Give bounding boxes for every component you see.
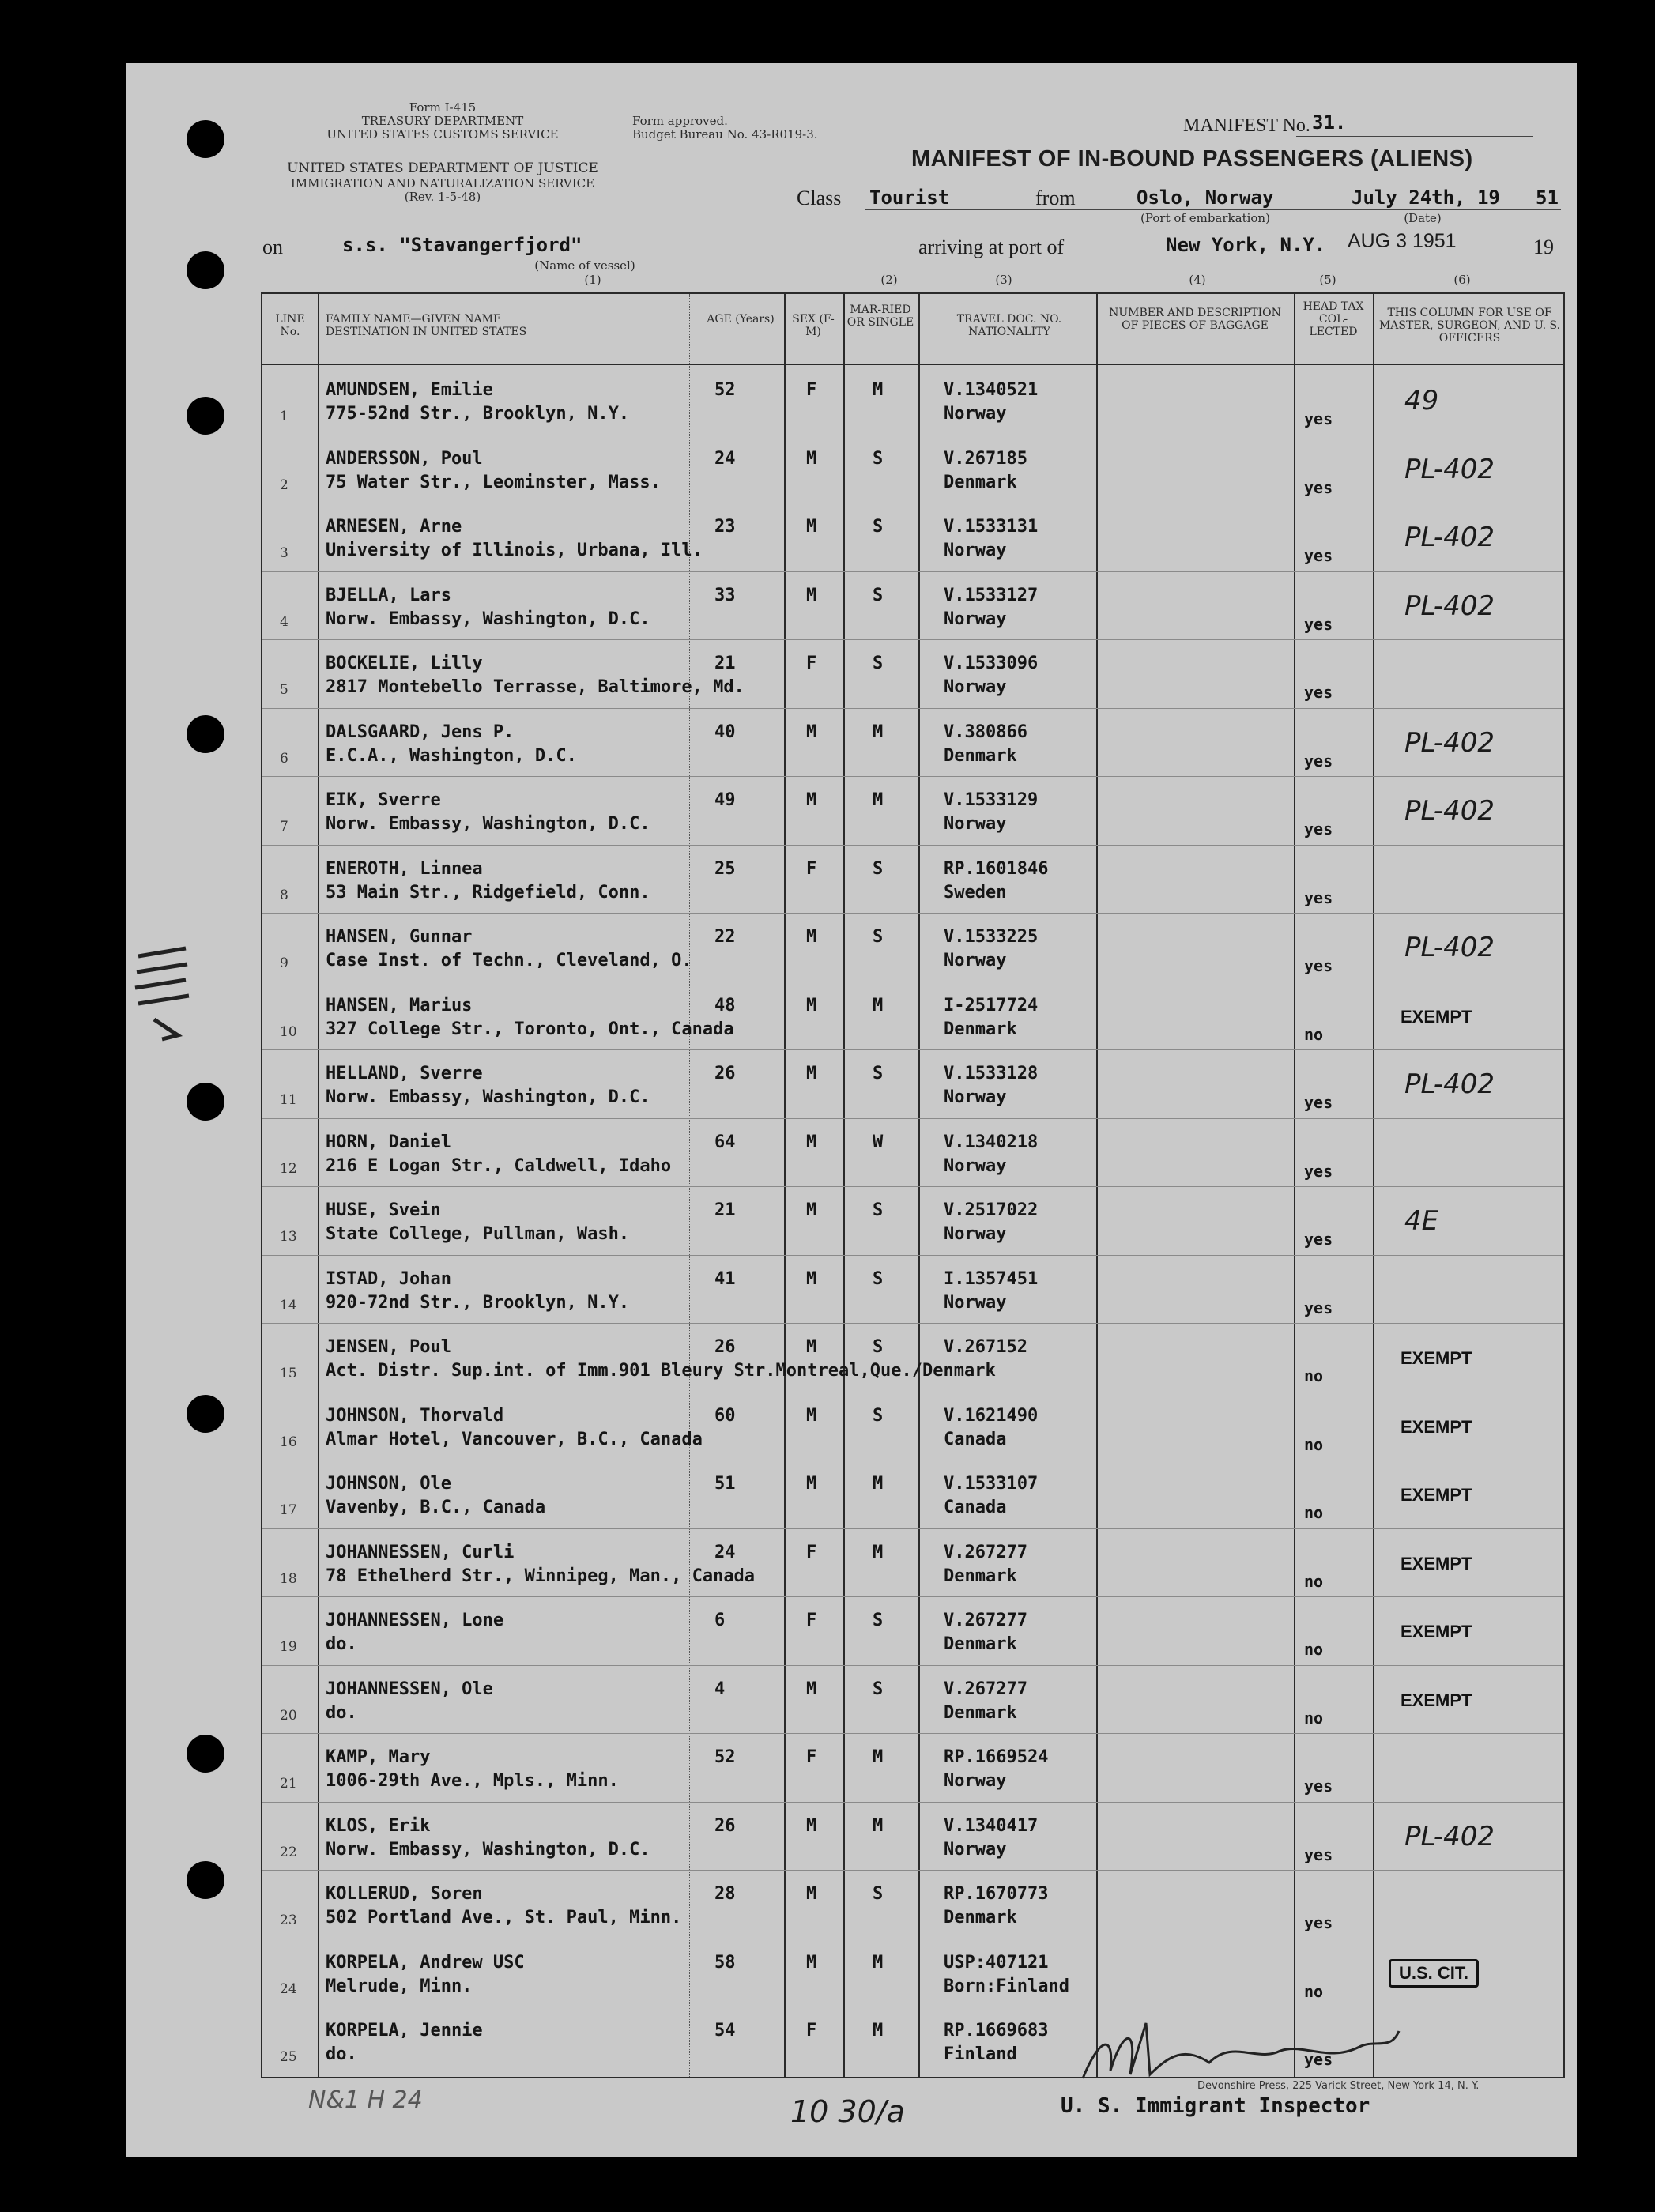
passenger-name: EIK, Sverre <box>326 790 441 810</box>
age: 22 <box>714 927 736 947</box>
binder-hole <box>187 1083 224 1121</box>
age: 28 <box>714 1884 736 1904</box>
age: 26 <box>714 1064 736 1083</box>
sex: M <box>806 1474 817 1494</box>
nationality: Norway <box>944 1224 1007 1244</box>
budget-bureau: Budget Bureau No. 43-R019-3. <box>632 127 818 141</box>
marital-status: M <box>873 1542 884 1562</box>
nationality: Born:Finland <box>944 1976 1069 1996</box>
col-name: FAMILY NAME—GIVEN NAME DESTINATION IN UNITED STATES <box>326 313 527 338</box>
exempt-stamp: EXEMPT <box>1401 1622 1472 1641</box>
destination: Melrude, Minn. <box>326 1976 473 1996</box>
officer-note: PL-402 <box>1404 795 1495 827</box>
col-married: MAR-RIED OR SINGLE <box>846 303 914 329</box>
binder-hole <box>187 120 224 158</box>
binder-hole <box>187 1735 224 1773</box>
travel-doc: V.1533131 <box>944 517 1039 537</box>
line-number: 4 <box>280 613 288 630</box>
travel-doc: V.1533107 <box>944 1474 1039 1494</box>
marital-status: M <box>873 1952 884 1973</box>
line-number: 9 <box>280 955 288 971</box>
binder-hole <box>187 397 224 435</box>
destination: University of Illinois, Urbana, Ill. <box>326 541 703 560</box>
head-tax: yes <box>1304 1161 1333 1181</box>
travel-doc: I-2517724 <box>944 995 1039 1016</box>
line-number: 8 <box>280 887 288 903</box>
marital-status: M <box>873 790 884 810</box>
head-tax: yes <box>1304 1845 1333 1864</box>
colnum-4: (4) <box>1189 273 1206 287</box>
officer-note: PL-402 <box>1404 590 1495 622</box>
marital-status: S <box>873 1268 884 1289</box>
age: 25 <box>714 858 736 879</box>
travel-doc: RP.1669524 <box>944 1747 1049 1767</box>
passenger-name: KAMP, Mary <box>326 1747 431 1767</box>
passenger-name: KOLLERUD, Soren <box>326 1884 483 1904</box>
head-tax: no <box>1304 1503 1324 1522</box>
age: 23 <box>714 517 736 537</box>
passenger-name: ENEROTH, Linnea <box>326 858 483 879</box>
head-tax: yes <box>1304 546 1333 565</box>
head-tax: no <box>1304 1024 1324 1044</box>
travel-doc: RP.1669683 <box>944 2021 1049 2041</box>
sex: M <box>806 722 817 742</box>
sex: M <box>806 448 817 469</box>
manifest-label: MANIFEST No. <box>1183 115 1310 136</box>
sex: F <box>806 858 817 879</box>
marital-status: M <box>873 1747 884 1767</box>
marital-status: S <box>873 517 884 537</box>
treasury-dept: TREASURY DEPARTMENT <box>361 114 524 128</box>
nationality: Denmark <box>944 1908 1017 1927</box>
age: 6 <box>714 1611 726 1630</box>
line-number: 14 <box>280 1297 297 1313</box>
sex: M <box>806 1952 817 1973</box>
form-number: Form I-415 <box>409 100 477 115</box>
arrival-port: New York, N.Y. <box>1166 234 1326 256</box>
head-tax: no <box>1304 1434 1324 1454</box>
age: 21 <box>714 1200 736 1220</box>
line-number: 3 <box>280 545 288 561</box>
sex: M <box>806 1884 817 1904</box>
travel-doc: V.1621490 <box>944 1405 1039 1426</box>
passenger-name: BJELLA, Lars <box>326 585 451 605</box>
line-number: 20 <box>280 1707 297 1724</box>
col-headtax: HEAD TAX COL-LECTED <box>1303 300 1364 338</box>
col-sex: SEX (F-M) <box>792 313 835 338</box>
exempt-stamp: EXEMPT <box>1401 1348 1472 1368</box>
travel-doc: V.1533127 <box>944 585 1039 605</box>
officer-note: PL-402 <box>1404 453 1495 485</box>
arriving-label: arriving at port of <box>918 236 1065 258</box>
officer-note: PL-402 <box>1404 1820 1495 1852</box>
passenger-name: KORPELA, Andrew USC <box>326 1952 525 1973</box>
head-tax: yes <box>1304 1913 1333 1932</box>
nationality: Norway <box>944 814 1007 834</box>
vessel-name: s.s. "Stavangerfjord" <box>342 234 582 256</box>
margin-scribble <box>130 940 194 1043</box>
destination: 2817 Montebello Terrasse, Baltimore, Md. <box>326 677 745 697</box>
travel-doc: V.2517022 <box>944 1200 1039 1220</box>
nationality: Norway <box>944 541 1007 560</box>
passenger-name: ANDERSSON, Poul <box>326 448 483 469</box>
head-tax: no <box>1304 1640 1324 1659</box>
line-number: 24 <box>280 1980 297 1997</box>
printer-imprint: Devonshire Press, 225 Varick Street, New York 14, N. Y. <box>1197 2080 1480 2092</box>
marital-status: M <box>873 380 884 400</box>
marital-status: S <box>873 585 884 605</box>
travel-doc: V.1533129 <box>944 790 1039 810</box>
date-value: July 24th, 19 <box>1352 187 1500 209</box>
handwritten-note: N&1 H 24 <box>308 2086 423 2114</box>
binder-hole <box>187 1861 224 1899</box>
marital-status: S <box>873 1200 884 1220</box>
destination: Case Inst. of Techn., Cleveland, O. <box>326 951 692 970</box>
line-number: 15 <box>280 1366 297 1381</box>
age: 26 <box>714 1815 736 1836</box>
line-number: 6 <box>280 750 288 767</box>
age: 49 <box>714 790 736 810</box>
age: 54 <box>714 2021 736 2041</box>
nationality: Sweden <box>944 882 1007 903</box>
travel-doc: V.267277 <box>944 1542 1027 1562</box>
age: 58 <box>714 1952 736 1973</box>
age: 48 <box>714 995 736 1016</box>
travel-doc: V.267152 <box>944 1337 1027 1357</box>
destination: 53 Main Str., Ridgefield, Conn. <box>326 882 650 903</box>
nationality: Norway <box>944 1087 1007 1107</box>
sex: M <box>806 927 817 947</box>
line-number: 11 <box>280 1092 297 1108</box>
sex: M <box>806 1064 817 1083</box>
officer-note: 4E <box>1404 1205 1439 1237</box>
age: 52 <box>714 1747 736 1767</box>
passenger-name: JOHNSON, Ole <box>326 1474 451 1494</box>
destination: 327 College Str., Toronto, Ont., Canada <box>326 1019 734 1039</box>
customs-service: UNITED STATES CUSTOMS SERVICE <box>326 127 559 141</box>
line-number: 12 <box>280 1160 297 1177</box>
head-tax: yes <box>1304 956 1333 975</box>
col-age: AGE (Years) <box>707 313 775 326</box>
destination: 78 Ethelherd Str., Winnipeg, Man., Canada <box>326 1566 756 1586</box>
colnum-5: (5) <box>1319 273 1336 287</box>
travel-doc: V.1340417 <box>944 1815 1039 1836</box>
nationality: Canada <box>944 1429 1007 1449</box>
travel-doc: I.1357451 <box>944 1268 1039 1289</box>
marital-status: S <box>873 927 884 947</box>
age: 33 <box>714 585 736 605</box>
sex: M <box>806 1268 817 1289</box>
passenger-name: ARNESEN, Arne <box>326 517 462 537</box>
binder-hole <box>187 1395 224 1433</box>
sex: M <box>806 1815 817 1836</box>
class-value: Tourist <box>869 187 950 209</box>
marital-status: S <box>873 1679 884 1699</box>
destination: 1006-29th Ave., Mpls., Minn. <box>326 1771 619 1791</box>
arrival-year-suffix: 19 <box>1533 236 1554 258</box>
passenger-name: DALSGAARD, Jens P. <box>326 722 515 742</box>
destination: 920-72nd Str., Brooklyn, N.Y. <box>326 1292 630 1313</box>
travel-doc: V.1340218 <box>944 1132 1039 1152</box>
colnum-2: (2) <box>880 273 898 287</box>
head-tax: yes <box>1304 477 1333 497</box>
destination: Vavenby, B.C., Canada <box>326 1498 546 1517</box>
colnum-3: (3) <box>995 273 1012 287</box>
exempt-stamp: EXEMPT <box>1401 1553 1472 1573</box>
nationality: Norway <box>944 404 1007 424</box>
nationality: Norway <box>944 1155 1007 1176</box>
head-tax: yes <box>1304 1777 1333 1796</box>
age: 4 <box>714 1679 726 1699</box>
head-tax: yes <box>1304 683 1333 702</box>
nationality: Canada <box>944 1498 1007 1517</box>
marital-status: S <box>873 1611 884 1630</box>
travel-doc: V.1340521 <box>944 380 1039 400</box>
inspector-signature <box>1075 2007 1407 2094</box>
line-number: 2 <box>280 477 288 493</box>
travel-doc: V.267277 <box>944 1611 1027 1630</box>
destination: Norw. Embassy, Washington, D.C. <box>326 609 650 629</box>
sex: M <box>806 1679 817 1699</box>
passenger-name: ISTAD, Johan <box>326 1268 451 1289</box>
sex: F <box>806 1747 817 1767</box>
marital-status: M <box>873 722 884 742</box>
sex: F <box>806 654 817 673</box>
ins: IMMIGRATION AND NATURALIZATION SERVICE <box>290 176 595 190</box>
marital-status: M <box>873 995 884 1016</box>
marital-status: S <box>873 1405 884 1426</box>
nationality: Denmark <box>944 745 1017 766</box>
officer-note: PL-402 <box>1404 932 1495 963</box>
col-officers: THIS COLUMN FOR USE OF MASTER, SURGEON, AND U. S. OFFICERS <box>1378 307 1561 345</box>
nationality: Denmark <box>944 1019 1017 1039</box>
travel-doc: RP.1601846 <box>944 858 1049 879</box>
passenger-name: BOCKELIE, Lilly <box>326 654 483 673</box>
destination: 75 Water Str., Leominster, Mass. <box>326 472 661 492</box>
sex: M <box>806 1200 817 1220</box>
year-value: 51 <box>1536 187 1559 209</box>
travel-doc: V.1533096 <box>944 654 1039 673</box>
head-tax: yes <box>1304 1093 1333 1112</box>
marital-status: M <box>873 2021 884 2041</box>
nationality: Norway <box>944 1839 1007 1860</box>
nationality: Denmark <box>944 1634 1017 1654</box>
age: 21 <box>714 654 736 673</box>
officer-note: PL-402 <box>1404 726 1495 759</box>
passenger-name: HELLAND, Sverre <box>326 1064 483 1083</box>
travel-doc: V.267185 <box>944 448 1027 469</box>
exempt-stamp: EXEMPT <box>1401 1690 1472 1710</box>
nationality: Norway <box>944 951 1007 970</box>
from-value: Oslo, Norway <box>1137 187 1274 209</box>
destination: 775-52nd Str., Brooklyn, N.Y. <box>326 404 630 424</box>
date-label: (Date) <box>1404 211 1442 225</box>
travel-doc: V.1533225 <box>944 927 1039 947</box>
head-tax: no <box>1304 1981 1324 2001</box>
nationality: Norway <box>944 609 1007 629</box>
passenger-name: HANSEN, Marius <box>326 995 473 1016</box>
exempt-stamp: EXEMPT <box>1401 1006 1472 1027</box>
line-number: 25 <box>280 2049 297 2065</box>
marital-status: W <box>873 1132 884 1152</box>
col-baggage: NUMBER AND DESCRIPTION OF PIECES OF BAGGAGE <box>1109 307 1281 332</box>
marital-status: S <box>873 1337 884 1357</box>
destination: do. <box>326 1702 357 1723</box>
age: 60 <box>714 1405 736 1426</box>
head-tax: yes <box>1304 820 1333 838</box>
line-number: 21 <box>280 1776 297 1792</box>
passenger-name: AMUNDSEN, Emilie <box>326 380 493 400</box>
passenger-name: KLOS, Erik <box>326 1815 431 1836</box>
destination: do. <box>326 1634 357 1654</box>
head-tax: yes <box>1304 751 1333 771</box>
line-number: 13 <box>280 1229 297 1245</box>
sex: F <box>806 2021 817 2041</box>
marital-status: S <box>873 858 884 879</box>
passenger-name: JENSEN, Poul <box>326 1337 451 1357</box>
nationality: Norway <box>944 677 1007 697</box>
manifest-table <box>261 292 1565 2078</box>
sex: M <box>806 790 817 810</box>
page-title: MANIFEST OF IN-BOUND PASSENGERS (ALIENS) <box>911 146 1473 171</box>
nationality: Denmark <box>944 1566 1017 1586</box>
passenger-name: JOHNSON, Thorvald <box>326 1405 504 1426</box>
line-number: 22 <box>280 1844 297 1860</box>
sex: M <box>806 517 817 537</box>
head-tax: yes <box>1304 409 1333 428</box>
travel-doc: RP.1670773 <box>944 1884 1049 1904</box>
col-travel: TRAVEL DOC. NO. NATIONALITY <box>956 313 1062 338</box>
nationality: Norway <box>944 1771 1007 1791</box>
age: 41 <box>714 1268 736 1289</box>
handwritten-fraction: 10 30/a <box>790 2094 905 2129</box>
colnum-6: (6) <box>1453 273 1471 287</box>
manifest-number: 31. <box>1312 111 1347 134</box>
head-tax: yes <box>1304 1298 1333 1317</box>
officer-note: PL-402 <box>1404 1068 1495 1100</box>
passenger-name: HUSE, Svein <box>326 1200 441 1220</box>
line-number: 1 <box>280 409 288 424</box>
nationality: Denmark <box>944 1702 1017 1723</box>
sex: M <box>806 585 817 605</box>
passenger-name: KORPELA, Jennie <box>326 2021 483 2041</box>
head-tax: yes <box>1304 2050 1333 2069</box>
sex: M <box>806 1132 817 1152</box>
sex: M <box>806 1337 817 1357</box>
sex: F <box>806 380 817 400</box>
destination: E.C.A., Washington, D.C. <box>326 745 577 766</box>
age: 40 <box>714 722 736 742</box>
col-line: LINE No. <box>275 313 305 338</box>
destination: Norw. Embassy, Washington, D.C. <box>326 1087 650 1107</box>
line-number: 23 <box>280 1912 297 1928</box>
line-number: 17 <box>280 1502 297 1518</box>
age: 24 <box>714 1542 736 1562</box>
revision: (Rev. 1-5-48) <box>404 190 481 204</box>
nationality: Finland <box>944 2044 1017 2064</box>
travel-doc: V.380866 <box>944 722 1027 742</box>
age: 24 <box>714 448 736 469</box>
doj: UNITED STATES DEPARTMENT OF JUSTICE <box>287 160 598 176</box>
line-number: 19 <box>280 1639 297 1655</box>
line-number: 7 <box>280 819 288 835</box>
vessel-label: (Name of vessel) <box>534 258 635 273</box>
destination: 502 Portland Ave., St. Paul, Minn. <box>326 1908 682 1927</box>
officer-note: PL-402 <box>1404 522 1495 553</box>
destination: Act. Distr. Sup.int. of Imm.901 Bleury Str.Montreal,Que./Denmark <box>326 1361 996 1381</box>
destination: 216 E Logan Str., Caldwell, Idaho <box>326 1155 672 1176</box>
marital-status: S <box>873 654 884 673</box>
line-number: 18 <box>280 1570 297 1587</box>
inspector-label: U. S. Immigrant Inspector <box>1061 2094 1370 2118</box>
line-number: 5 <box>280 682 288 698</box>
passenger-name: JOHANNESSEN, Ole <box>326 1679 493 1699</box>
head-tax: no <box>1304 1366 1324 1385</box>
sex: F <box>806 1611 817 1630</box>
marital-status: S <box>873 448 884 469</box>
head-tax: yes <box>1304 614 1333 634</box>
nationality: Norway <box>944 1292 1007 1313</box>
marital-status: M <box>873 1815 884 1836</box>
marital-status: S <box>873 1064 884 1083</box>
from-label: from <box>1035 187 1076 209</box>
age: 26 <box>714 1337 736 1357</box>
travel-doc: V.1533128 <box>944 1064 1039 1083</box>
marital-status: M <box>873 1474 884 1494</box>
us-citizen-stamp: U.S. CIT. <box>1389 1959 1479 1988</box>
head-tax: yes <box>1304 1230 1333 1249</box>
age: 51 <box>714 1474 736 1494</box>
sex: M <box>806 1405 817 1426</box>
age: 52 <box>714 380 736 400</box>
binder-hole <box>187 715 224 753</box>
age: 64 <box>714 1132 736 1152</box>
passenger-name: JOHANNESSEN, Curli <box>326 1542 515 1562</box>
form-approved: Form approved. <box>632 114 728 128</box>
travel-doc: V.267277 <box>944 1679 1027 1699</box>
destination: Norw. Embassy, Washington, D.C. <box>326 1839 650 1860</box>
passenger-name: JOHANNESSEN, Lone <box>326 1611 504 1630</box>
exempt-stamp: EXEMPT <box>1401 1485 1472 1505</box>
destination: Norw. Embassy, Washington, D.C. <box>326 814 650 834</box>
destination: do. <box>326 2044 357 2064</box>
line-number: 16 <box>280 1434 297 1450</box>
on-label: on <box>262 236 283 258</box>
arrival-date-stamp: AUG 3 1951 <box>1348 230 1457 252</box>
sex: M <box>806 995 817 1016</box>
head-tax: yes <box>1304 887 1333 907</box>
head-tax: no <box>1304 1708 1324 1728</box>
travel-doc: USP:407121 <box>944 1952 1049 1973</box>
passenger-name: HORN, Daniel <box>326 1132 451 1152</box>
line-number: 10 <box>280 1023 297 1040</box>
exempt-stamp: EXEMPT <box>1401 1416 1472 1437</box>
marital-status: S <box>873 1884 884 1904</box>
binder-hole <box>187 251 224 289</box>
officer-note: 49 <box>1404 385 1439 416</box>
sex: F <box>806 1542 817 1562</box>
port-embarkation-label: (Port of embarkation) <box>1140 211 1270 225</box>
class-label: Class <box>797 187 842 209</box>
head-tax: no <box>1304 1571 1324 1591</box>
nationality: Denmark <box>944 472 1017 492</box>
passenger-name: HANSEN, Gunnar <box>326 927 473 947</box>
destination: State College, Pullman, Wash. <box>326 1224 630 1244</box>
destination: Almar Hotel, Vancouver, B.C., Canada <box>326 1429 703 1449</box>
colnum-1: (1) <box>584 273 601 287</box>
